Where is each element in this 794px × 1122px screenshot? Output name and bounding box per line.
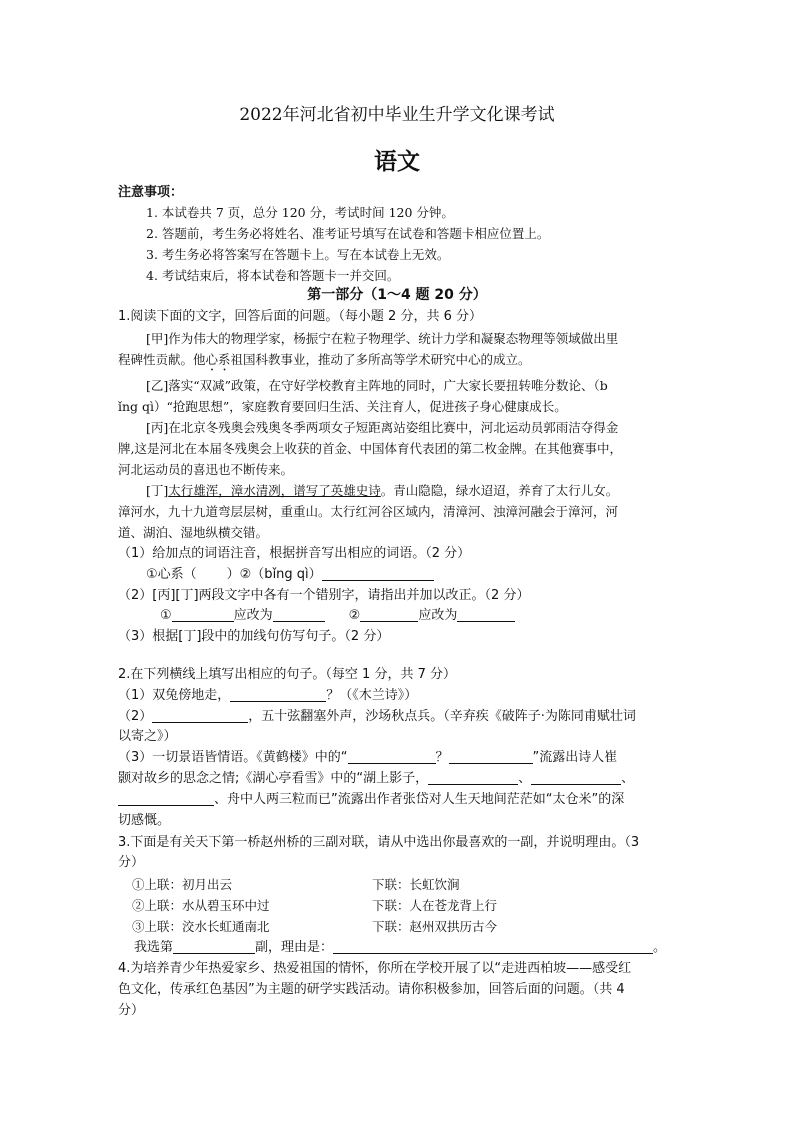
q1-sub2-answer-line xyxy=(160,606,515,625)
q1-sub1: （1）给加点的词语注音，根据拼音写出相应的词语。（2 分） xyxy=(118,546,471,561)
q1-sub3: （3）根据[丁]段中的加线句仿写句子。（2 分） xyxy=(118,629,390,644)
text: 应改为 xyxy=(233,608,273,623)
q1-passage-bing-cont: 牌,这是河北在本届冬残奥会上收获的首金、中国体育代表团的第二枚金牌。在其他赛事中， xyxy=(118,441,622,456)
q3-answer-line xyxy=(134,938,666,957)
answer-blank[interactable] xyxy=(172,607,234,622)
q2-stem: 2.在下列横线上填写出相应的句子。（每空 1 分，共 7 分） xyxy=(118,667,456,682)
answer-blank[interactable] xyxy=(531,770,621,785)
q2-item1 xyxy=(118,686,417,705)
q4-stem-cont: 色文化，传承红色基因”为主题的研学实践活动。请你积极参加，回答后面的问题。（共 4 xyxy=(118,982,625,997)
q1-passage-yi: [乙]落实“双减”政策，在守好学校教育主阵地的同时，广大家长要扭转唯分数论、（b xyxy=(146,378,608,393)
couplet-lower: 下联：人在苍龙背上行 xyxy=(372,898,498,913)
q3-stem: 3.下面是有关天下第一桥赵州桥的三副对联，请从中选出你最喜欢的一副，并说明理由。（3 xyxy=(118,835,640,850)
q2-item3-cont xyxy=(118,769,634,788)
answer-blank[interactable] xyxy=(333,939,653,954)
text: 应改为 xyxy=(418,608,458,623)
text: （3）一切景语皆情语。《黄鹤楼》中的“ xyxy=(118,750,348,765)
notice-item: 3. 考生务必将答案写在答题卡上。写在本试卷上无效。 xyxy=(146,247,450,262)
q1-passage-ding xyxy=(146,481,618,500)
q1-passage-ding-cont: 道、湖泊、湿地纵横交错。 xyxy=(118,525,269,540)
text: 我选第 xyxy=(134,940,174,955)
text: [丁] xyxy=(146,483,169,498)
answer-blank[interactable] xyxy=(428,770,518,785)
text: （1）双兔傍地走， xyxy=(118,688,231,703)
q2-item2-cont: 以寄之》） xyxy=(118,729,177,744)
text: 祖国科教事业，推动了多所高等学术研究中心的成立。 xyxy=(230,352,531,367)
text: 程碑性贡献。他 xyxy=(118,352,206,367)
answer-blank[interactable] xyxy=(118,791,214,806)
q2-item3 xyxy=(118,748,617,767)
q2-item3-cont: 切感慨。 xyxy=(118,813,171,828)
text: ，五十弦翻塞外声，沙场秋点兵。（辛弃疾《破阵子·为陈同甫赋壮词 xyxy=(248,709,636,724)
underlined-sentence: 太行雄浑，漳水清冽，谱写了英雄史诗 xyxy=(168,483,381,498)
answer-blank[interactable] xyxy=(322,566,434,581)
notice-item: 4. 考试结束后，将本试卷和答题卡一并交回。 xyxy=(146,268,400,283)
couplet-upper: ②上联：水从碧玉环中过 xyxy=(132,898,270,913)
q1-passage-jia: [甲]作为伟大的物理学家，杨振宁在粒子物理学、统计力学和凝聚态物理等领域做出里 xyxy=(146,331,619,346)
text: 颢对故乡的思念之情;《湖心亭看雪》中的“湖上影子， xyxy=(118,771,429,786)
q1-stem: 1.阅读下面的文字，回答后面的问题。（每小题 2 分，共 6 分） xyxy=(118,309,482,324)
answer-blank[interactable] xyxy=(348,749,436,764)
q2-item2 xyxy=(118,707,636,726)
couplet-upper: ①上联：初月出云 xyxy=(132,877,233,892)
text: 。青山隐隐，绿水迢迢，养育了太行儿女。 xyxy=(380,483,619,498)
couplet-lower: 下联：长虹饮涧 xyxy=(372,877,460,892)
q1-passage-ding-cont: 漳河水，九十九道弯层层树，重重山。太行红河谷区域内，清漳河、浊漳河融会于漳河，河 xyxy=(118,504,619,519)
section-heading: 第一部分（1～4 题 20 分） xyxy=(307,287,487,303)
q1-sub2: （2）[丙][丁]两段文字中各有一个错别字，请指出并加以改正。（2 分） xyxy=(118,588,530,603)
exam-title: 2022年河北省初中毕业生升学文化课考试 xyxy=(239,105,555,125)
text: 。 xyxy=(653,940,667,955)
answer-blank[interactable] xyxy=(230,687,326,702)
q1-passage-bing-cont: 河北运动员的喜迅也不断传来。 xyxy=(118,462,294,477)
q4-stem-cont: 分） xyxy=(118,1003,145,1018)
answer-blank[interactable] xyxy=(457,607,515,622)
text: ？ xyxy=(435,750,449,765)
couplet-upper: ③上联：洨水长虹通南北 xyxy=(132,919,270,934)
text: 副，理由是： xyxy=(255,940,334,955)
text: ①心系（ xyxy=(146,567,197,582)
text: ① xyxy=(160,608,172,623)
q1-passage-jia-cont xyxy=(118,350,531,374)
notice-item: 2. 答题前，考生务必将姓名、准考证号填写在试卷和答题卡相应位置上。 xyxy=(146,226,550,241)
q4-stem: 4.为培养青少年热爱家乡、热爱祖国的情怀，你所在学校开展了以“走进西柏坡——感受红 xyxy=(118,961,632,976)
answer-blank[interactable] xyxy=(360,607,418,622)
text: （2） xyxy=(118,709,153,724)
answer-blank[interactable] xyxy=(173,939,255,954)
couplet-lower: 下联：赵州双拱历古今 xyxy=(372,919,498,934)
text: ？（《木兰诗》） xyxy=(326,688,418,703)
answer-blank[interactable] xyxy=(152,708,248,723)
text: 、 xyxy=(621,771,635,786)
dotted-word: 心系 xyxy=(205,352,231,367)
answer-blank[interactable] xyxy=(449,749,533,764)
text: ）②（bǐng qì） xyxy=(226,567,322,582)
q3-stem-cont: 分） xyxy=(118,855,145,870)
text: 、 xyxy=(518,771,532,786)
text: ”流露出诗人崔 xyxy=(532,750,618,765)
text: 、舟中人两三粒而已”流露出作者张岱对人生天地间茫茫如“太仓米”的深 xyxy=(214,792,625,807)
subject-heading: 语文 xyxy=(374,148,420,175)
q1-passage-bing: [丙]在北京冬残奥会残奥冬季两项女子短距离站姿组比赛中，河北运动员郭雨洁夺得金 xyxy=(146,420,619,435)
q2-item3-cont xyxy=(118,790,624,809)
notice-item: 1. 本试卷共 7 页，总分 120 分，考试时间 120 分钟。 xyxy=(146,205,454,220)
q1-passage-yi-cont: ǐng qì）“抢跑思想”，家庭教育要回归生活、关注育人，促进孩子身心健康成长。 xyxy=(118,399,567,414)
answer-blank[interactable] xyxy=(273,607,325,622)
notice-heading: 注意事项： xyxy=(118,185,184,200)
text: ② xyxy=(348,608,361,623)
q1-sub1-answer-line xyxy=(146,565,434,584)
